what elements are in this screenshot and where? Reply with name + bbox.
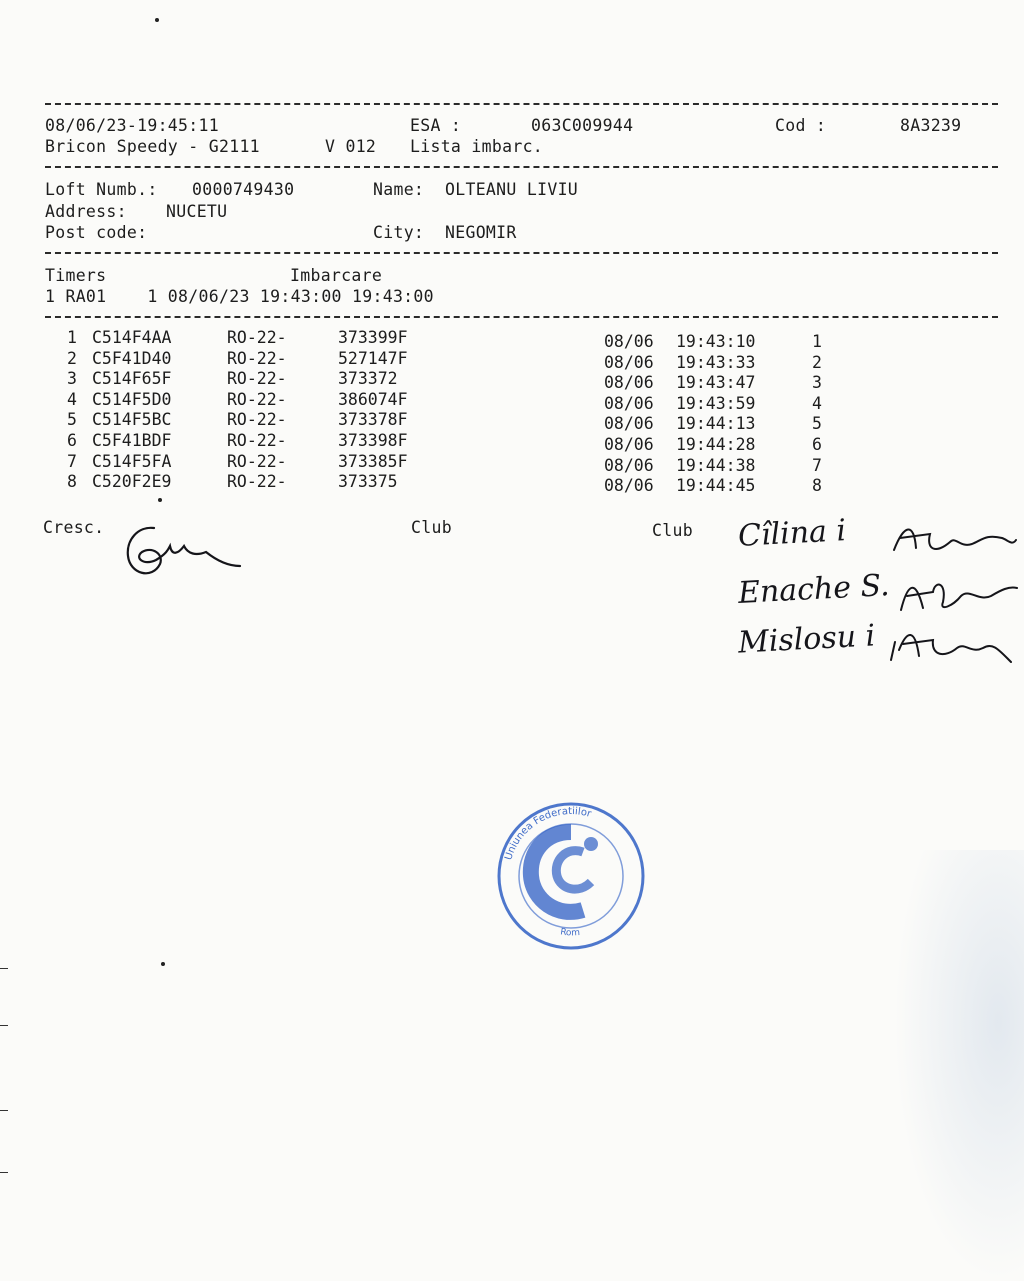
entry-ring: 386074F (338, 389, 408, 409)
edge-mark (0, 1025, 8, 1026)
federation-stamp (487, 796, 657, 952)
entry-pos: 2 (812, 352, 822, 372)
loft-value: 0000749430 (192, 180, 295, 199)
entry-n: 7 (67, 451, 77, 471)
entry-row (0, 390, 1024, 411)
entry-chip: C514F5FA (92, 451, 172, 471)
entry-ring: 373372 (338, 369, 398, 389)
city-label: City: (373, 223, 425, 242)
entry-row (0, 431, 1024, 452)
entry-date: 08/06 (604, 332, 654, 351)
entry-time: 19:43:59 (676, 393, 756, 413)
entry-chip: C520F2E9 (92, 472, 172, 492)
entry-ring: 527147F (338, 348, 408, 368)
entry-prefix: RO-22- (227, 348, 287, 368)
entry-date: 08/06 (604, 393, 654, 413)
cod-value: 8A3239 (900, 116, 962, 135)
entry-prefix: RO-22- (227, 369, 287, 389)
entry-date: 08/06 (604, 455, 654, 475)
entry-pos: 4 (812, 393, 822, 413)
entry-ring: 373378F (338, 410, 408, 430)
entry-time: 19:44:45 (676, 476, 756, 496)
club-label: Club (652, 521, 693, 540)
entry-n: 2 (67, 348, 77, 368)
entry-row (0, 472, 1024, 496)
edge-mark (0, 1110, 8, 1111)
divider (45, 103, 998, 105)
breeder-signature (118, 520, 248, 582)
entry-ring: 373385F (338, 451, 408, 471)
ink-speck (161, 962, 165, 966)
entry-chip: C514F4AA (92, 328, 172, 347)
entry-pos: 3 (812, 373, 822, 393)
club-signature-2: Enache S. (737, 568, 891, 611)
entry-n: 8 (67, 472, 77, 492)
ink-speck (158, 498, 162, 502)
entry-date: 08/06 (604, 352, 654, 372)
entry-row (0, 410, 1024, 434)
entry-time: 19:43:10 (676, 332, 756, 351)
club-signature-3: Mislosu i (737, 618, 877, 661)
entry-time: 19:44:28 (676, 435, 756, 454)
entry-pos: 1 (812, 332, 822, 351)
entry-row (0, 452, 1024, 473)
entry-chip: C514F5D0 (92, 389, 172, 409)
divider (45, 166, 998, 168)
entry-time: 19:43:33 (676, 352, 756, 372)
entry-prefix: RO-22- (227, 472, 287, 492)
list-title: Lista imbarc. (410, 137, 544, 156)
loft-label: Loft Numb.: (45, 180, 158, 199)
divider (45, 252, 998, 254)
entry-chip: C514F65F (92, 369, 172, 389)
edge-mark (0, 1172, 8, 1173)
timers-label: Timers (45, 266, 107, 285)
name-value: OLTEANU LIVIU (445, 180, 579, 199)
entry-n: 6 (67, 431, 77, 450)
cod-label: Cod : (775, 116, 827, 135)
entry-n: 1 (67, 328, 77, 347)
timer-line: 1 RA01 1 08/06/23 19:43:00 19:43:00 (45, 287, 434, 306)
entry-chip: C5F41BDF (92, 431, 172, 450)
entry-row (0, 349, 1024, 370)
entry-n: 4 (67, 389, 77, 409)
entry-pos: 6 (812, 435, 822, 454)
signature-scribble (885, 622, 1015, 670)
entry-chip: C5F41D40 (92, 348, 172, 368)
postcode-label: Post code: (45, 223, 148, 242)
entry-prefix: RO-22- (227, 389, 287, 409)
stamp-bottom-text: Rom (559, 927, 581, 939)
entry-date: 08/06 (604, 373, 654, 393)
print-datetime: 08/06/23-19:45:11 (45, 116, 219, 135)
address-value: NUCETU (166, 202, 228, 221)
entry-n: 3 (67, 369, 77, 389)
address-label: Address: (45, 202, 127, 221)
esa-label: ESA : (410, 116, 462, 135)
entry-date: 08/06 (604, 476, 654, 496)
entry-chip: C514F5BC (92, 410, 172, 430)
entry-time: 19:43:47 (676, 373, 756, 393)
entry-n: 5 (67, 410, 77, 430)
entry-pos: 5 (812, 414, 822, 434)
entry-ring: 373398F (338, 431, 408, 450)
device-name: Bricon Speedy - G2111 (45, 137, 260, 156)
imbarcare-label: Imbarcare (290, 266, 383, 285)
firmware-version: V 012 (325, 137, 377, 156)
entry-prefix: RO-22- (227, 431, 287, 450)
entry-date: 08/06 (604, 414, 654, 434)
entry-time: 19:44:38 (676, 455, 756, 475)
entry-pos: 8 (812, 476, 822, 496)
entry-prefix: RO-22- (227, 410, 287, 430)
esa-value: 063C009944 (531, 116, 634, 135)
entry-time: 19:44:13 (676, 414, 756, 434)
divider (45, 316, 998, 318)
entry-prefix: RO-22- (227, 451, 287, 471)
edge-mark (0, 968, 8, 969)
signature-scribble (890, 520, 1020, 560)
entry-ring: 373399F (338, 328, 408, 347)
club-label: Club (411, 518, 452, 537)
club-signature-1: Cîlina i (737, 513, 847, 554)
name-label: Name: (373, 180, 425, 199)
svg-text:Rom (560, 927, 581, 938)
entry-pos: 7 (812, 455, 822, 475)
stamp-top-text: Uniunea Federatiilor (503, 806, 593, 862)
signature-scribble (895, 572, 1020, 616)
paper-shadow (894, 850, 1024, 1281)
entry-date: 08/06 (604, 435, 654, 454)
cresc-label: Cresc. (43, 518, 105, 537)
entry-row (0, 328, 1024, 349)
city-value: NEGOMIR (445, 223, 517, 242)
entry-ring: 373375 (338, 472, 398, 492)
ink-speck (155, 18, 159, 22)
entry-row (0, 369, 1024, 393)
entry-prefix: RO-22- (227, 328, 287, 347)
